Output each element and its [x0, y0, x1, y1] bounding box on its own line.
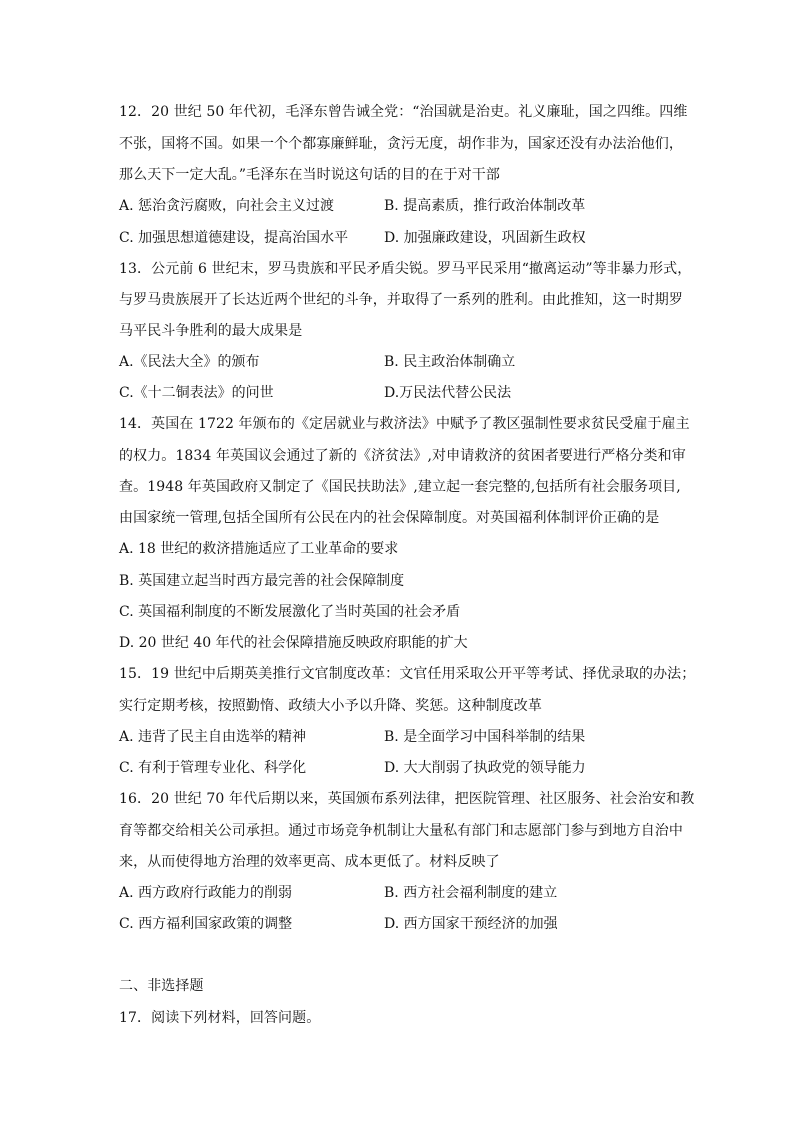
q13-stem-line-2: 与罗马贵族展开了长达近两个世纪的斗争，并取得了一系列的胜利。由此推知，这一时期罗	[119, 292, 683, 308]
q14-option-c: C. 英国福利制度的不断发展激化了当时英国的社会矛盾	[119, 604, 461, 620]
q12-stem-line-1: 12．20 世纪 50 年代初，毛泽东曾告诫全党：“治国就是治吏。礼义廉耻，国之四维。四维	[119, 104, 688, 120]
q12-option-d: D. 加强廉政建设，巩固新生政权	[384, 230, 586, 246]
q16-stem-line-2: 育等都交给相关公司承担。通过市场竞争机制让大量私有部门和志愿部门参与到地方自治中	[119, 823, 683, 839]
q12-option-c: C. 加强思想道德建设，提高治国水平	[119, 230, 349, 246]
q14-option-b: B. 英国建立起当时西方最完善的社会保障制度	[119, 573, 405, 589]
q13-option-d: D.万民法代替公民法	[384, 385, 512, 401]
q13-option-b: B. 民主政治体制确立	[384, 354, 516, 370]
q15-option-d: D. 大大削弱了执政党的领导能力	[384, 760, 586, 776]
q15-stem-line-1: 15．19 世纪中后期英美推行文官制度改革：文官任用采取公开平等考试、择优录取的办法；	[119, 666, 696, 682]
q14-option-d: D. 20 世纪 40 年代的社会保障措施反映政府职能的扩大	[119, 635, 468, 651]
q17-stem: 17．阅读下列材料，回答问题。	[119, 1010, 321, 1026]
q16-option-c: C. 西方福利国家政策的调整	[119, 916, 293, 932]
q16-stem-line-1: 16．20 世纪 70 年代后期以来，英国颁布系列法律，把医院管理、社区服务、社会治安和教	[119, 791, 695, 807]
q16-stem-line-3: 来，从而使得地方治理的效率更高、成本更低了。材料反映了	[119, 854, 500, 870]
q13-option-a: A.《民法大全》的颁布	[119, 354, 260, 370]
q15-option-a: A. 违背了民主自由选举的精神	[119, 729, 307, 745]
q14-stem-line-2: 的权力。1834 年英国议会通过了新的《济贫法》,对申请救济的贫困者要进行严格分类和审	[119, 448, 686, 464]
q15-option-b: B. 是全面学习中国科举制的结果	[384, 729, 586, 745]
q14-stem-line-4: 由国家统一管理,包括全国所有公民在内的社会保障制度。对英国福利体制评价正确的是	[119, 510, 660, 526]
q12-option-b: B. 提高素质，推行政治体制改革	[384, 198, 586, 214]
q13-stem-line-1: 13．公元前 6 世纪末，罗马贵族和平民矛盾尖锐。罗马平民采用“撤离运动”等非暴力形式，	[119, 261, 692, 277]
q15-option-c: C. 有利于管理专业化、科学化	[119, 760, 307, 776]
q14-stem-line-3: 查。1948 年英国政府又制定了《国民扶助法》,建立起一套完整的,包括所有社会服务项目,	[119, 479, 681, 495]
q16-option-b: B. 西方社会福利制度的建立	[384, 885, 558, 901]
section-heading: 二、非选择题	[119, 978, 204, 994]
q16-option-d: D. 西方国家干预经济的加强	[384, 916, 558, 932]
q12-option-a: A. 惩治贪污腐败，向社会主义过渡	[119, 198, 335, 214]
q14-option-a: A. 18 世纪的救济措施适应了工业革命的要求	[119, 541, 399, 557]
q12-stem-line-3: 那么天下一定大乱。”毛泽东在当时说这句话的目的在于对干部	[119, 167, 500, 183]
q13-stem-line-3: 马平民斗争胜利的最大成果是	[119, 323, 303, 339]
q16-option-a: A. 西方政府行政能力的削弱	[119, 885, 293, 901]
q15-stem-line-2: 实行定期考核，按照勤惰、政绩大小予以升降、奖惩。这种制度改革	[119, 698, 542, 714]
q12-stem-line-2: 不张，国将不国。如果一个个都寡廉鲜耻，贪污无度，胡作非为，国家还没有办法治他们，	[119, 136, 683, 152]
q13-option-c: C.《十二铜表法》的问世	[119, 385, 274, 401]
q14-stem-line-1: 14．英国在 1722 年颁布的《定居就业与救济法》中赋予了教区强制性要求贫民受雇于雇主	[119, 416, 690, 432]
